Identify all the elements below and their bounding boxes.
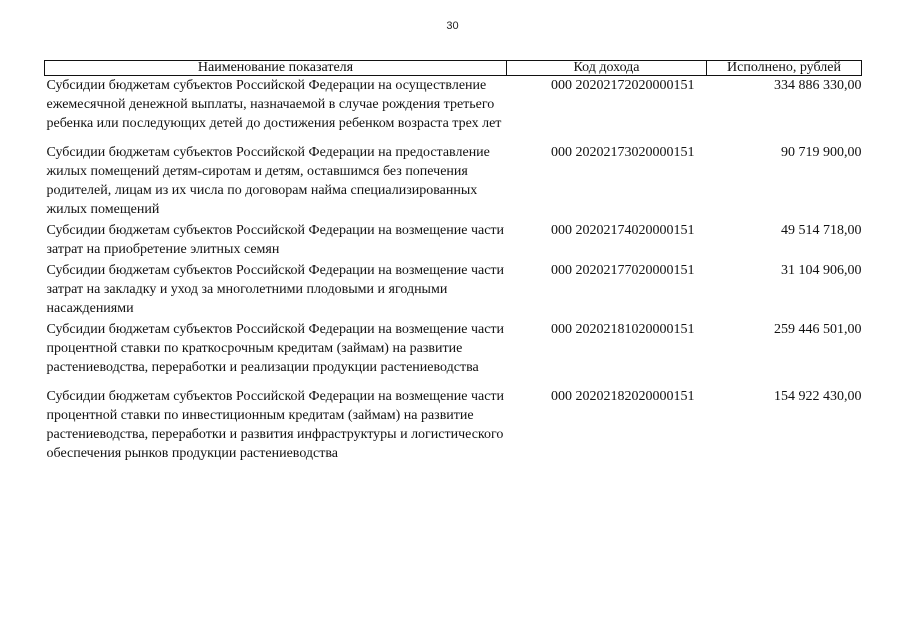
page-number: 30 (446, 20, 459, 32)
header-amount: Исполнено, рублей (707, 61, 862, 76)
row-name: Субсидии бюджетам субъектов Российской Федерации на осуществление ежемесячной денежной выплаты, назначаемой в случае рождения третьего ребенка или последующих детей до достижения ребенком возраста трех лет (46, 78, 502, 131)
header-name: Наименование показателя (45, 61, 507, 76)
row-amount: 90 719 900,00 (781, 145, 862, 160)
row-name: Субсидии бюджетам субъектов Российской Федерации на возмещение части затрат на приобретение элитных семян (46, 223, 505, 257)
row-amount: 259 446 501,00 (774, 322, 862, 337)
table-row (45, 143, 862, 221)
revenue-table (44, 60, 862, 463)
table-header-row (45, 61, 862, 76)
row-name: Субсидии бюджетам субъектов Российской Федерации на возмещение части процентной ставки по краткосрочным кредитам (займам) на развитие растениеводства, переработки и реализации продукции растениеводства (46, 322, 505, 375)
row-code: 000 20202172020000151 (551, 78, 695, 93)
row-code: 000 20202177020000151 (551, 263, 695, 278)
table-row (45, 76, 862, 144)
row-code: 000 20202182020000151 (551, 389, 695, 404)
row-name: Субсидии бюджетам субъектов Российской Федерации на возмещение части процентной ставки по инвестиционным кредитам (займам) на развитие растениеводства, переработки и развития инфраструктуры и логистического обеспечения рынков продукции растениеводства (46, 389, 505, 461)
row-amount: 31 104 906,00 (781, 263, 862, 278)
table-row (45, 261, 862, 320)
row-amount: 334 886 330,00 (774, 78, 862, 93)
row-name: Субсидии бюджетам субъектов Российской Федерации на возмещение части затрат на закладку и уход за многолетними плодовыми и ягодными насаждениями (46, 263, 505, 316)
header-code: Код дохода (507, 61, 707, 76)
row-amount: 49 514 718,00 (781, 223, 862, 238)
table-row (45, 387, 862, 463)
row-amount: 154 922 430,00 (774, 389, 862, 404)
row-code: 000 20202173020000151 (551, 145, 695, 160)
row-code: 000 20202181020000151 (551, 322, 695, 337)
table-row (45, 320, 862, 387)
row-name: Субсидии бюджетам субъектов Российской Федерации на предоставление жилых помещений детям-сиротам и детям, оставшимся без попечения родителей, лицам из их числа по договорам найма специализированных жилых помещений (46, 145, 490, 217)
row-code: 000 20202174020000151 (551, 223, 695, 238)
table-row (45, 221, 862, 261)
